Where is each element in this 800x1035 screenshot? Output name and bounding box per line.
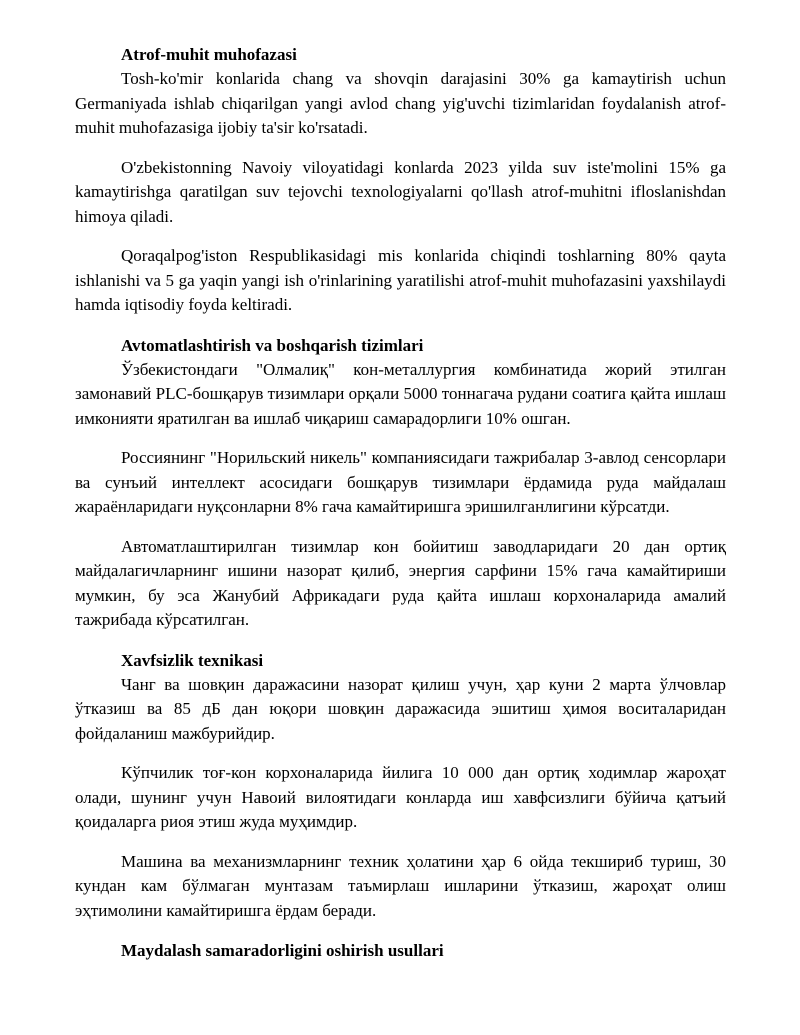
paragraph: Машина ва механизмларнинг техник ҳолатини ҳар 6 ойда текшириб туриш, 30 кундан кам бўлмаган мунтазам таъмирлаш ишларини ўтказиш, жароҳат олиш эҳтимолини камайтиришга ёрдам беради. <box>75 851 726 920</box>
section-safety <box>75 649 726 924</box>
paragraph: Ўзбекистондаги "Олмалиқ" кон-металлургия комбинатида жорий этилган замонавий PLC-бошқарув тизимлари орқали 5000 тоннагача рудани соатига қайта ишлаш имконияти яратилган ва ишлаб чиқариш самарадорлиги 10% ошган. <box>75 359 726 428</box>
section-heading: Xavfsizlik texnikasi <box>121 650 264 670</box>
paragraph: Кўпчилик тоғ-кон корхоналарида йилига 10 000 дан ортиқ ходимлар жароҳат олади, шунинг учун Навоий вилоятидаги конларда иш хавфсизлиги бўйича қатъий қоидаларга риоя этиш жуда муҳимдир. <box>75 763 726 831</box>
paragraph: Чанг ва шовқин даражасини назорат қилиш учун, ҳар куни 2 марта ўлчовлар ўтказиш ва 85 дБ дан юқори шовқин даражасида эшитиш ҳимоя воситаларидан фойдаланиш мажбурийдир. <box>75 674 726 743</box>
section-heading: Atrof-muhit muhofazasi <box>121 45 297 64</box>
section-heading: Maydalash samaradorligini oshirish usullari <box>121 941 444 960</box>
paragraph: Tosh-ko'mir konlarida chang va shovqin darajasini 30% ga kamaytirish uchun Germaniyada ishlab chiqarilgan yangi avlod chang yig'uvchi tizimlaridan foydalanish atrof-muhit muhofazasiga ijobiy ta'sir ko'rsatadi. <box>75 69 726 137</box>
section-automation <box>75 334 726 633</box>
document-page <box>75 43 726 963</box>
paragraph: Россиянинг "Норильский никель" компаниясидаги тажрибалар 3-авлод сенсорлари ва сунъий интеллект асосидаги бошқарув тизимлари ёрдамида руда майдалаш жараёнларидаги нуқсонларни 8% гача камайтиришга эришилганлигини кўрсатди. <box>75 448 726 516</box>
section-environment <box>75 43 726 318</box>
paragraph: O'zbekistonning Navoiy viloyatidagi konlarda 2023 yilda suv iste'molini 15% ga kamaytirishga qaratilgan suv tejovchi texnologiyalarni qo'llash atrof-muhitni ifloslanishdan himoya qiladi. <box>75 157 726 226</box>
section-heading: Avtomatlashtirish va boshqarish tizimlari <box>121 335 424 355</box>
paragraph: Автоматлаштирилган тизимлар кон бойитиш заводларидаги 20 дан ортиқ майдалагичларнинг ишини назорат қилиб, энергия сарфини 15% гача камайтириши мумкин, бу эса Жанубий Африкадаги руда қайта ишлаш корхоналарида амалий тажрибада кўрсатилган. <box>75 536 726 629</box>
paragraph: Qoraqalpog'iston Respublikasidagi mis konlarida chiqindi toshlarning 80% qayta ishlanishi va 5 ga yaqin yangi ish o'rinlarining yaratilishi atrof-muhit muhofazasini yaxshilaydi hamda iqtisodiy foyda keltiradi. <box>75 246 726 314</box>
section-crushing-efficiency <box>75 939 726 963</box>
